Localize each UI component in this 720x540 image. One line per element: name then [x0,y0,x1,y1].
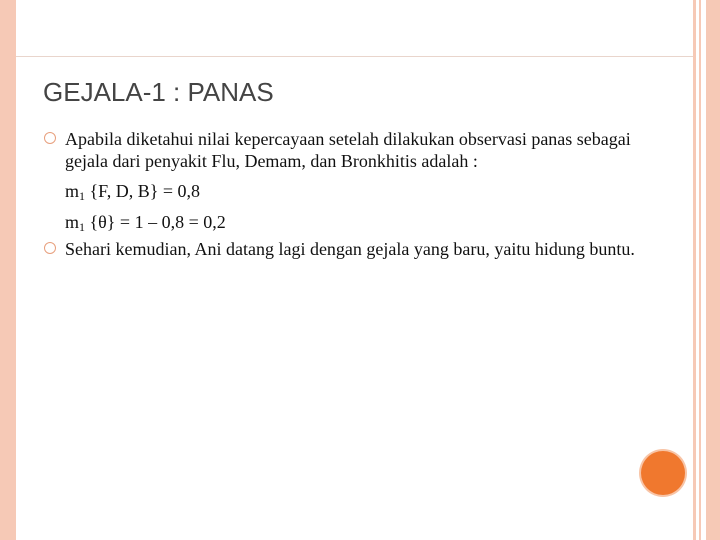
title-divider [16,56,693,57]
formula-base: m [65,181,80,201]
right-stripe-decoration [699,0,701,540]
slide-content [44,128,644,260]
formula-subscript: 1 [79,189,86,203]
bullet-text: Apabila diketahui nilai kepercayaan setelah dilakukan observasi panas sebagai gejala dari penyakit Flu, Demam, dan Bronkhitis adalah : [65,129,631,171]
bullet-text: Sehari kemudian, Ani datang lagi dengan gejala yang baru, yaitu hidung buntu. [65,239,635,259]
formula-expression: {F, D, B} = 0,8 [85,181,201,201]
formula-line [44,211,644,233]
formula-subscript: 1 [79,220,86,234]
hollow-circle-bullet-icon [44,132,56,144]
slide-title: GEJALA-1 : PANAS [43,77,274,107]
right-stripe-decoration [693,0,696,540]
formula-expression: {θ} = 1 – 0,8 = 0,2 [85,212,226,232]
right-border-decoration [706,0,720,540]
orange-circle-icon [641,451,685,495]
formula-base: m [65,212,80,232]
left-border-decoration [0,0,16,540]
bullet-item [44,238,644,260]
formula-line [44,180,644,202]
bullet-item [44,128,644,172]
hollow-circle-bullet-icon [44,242,56,254]
